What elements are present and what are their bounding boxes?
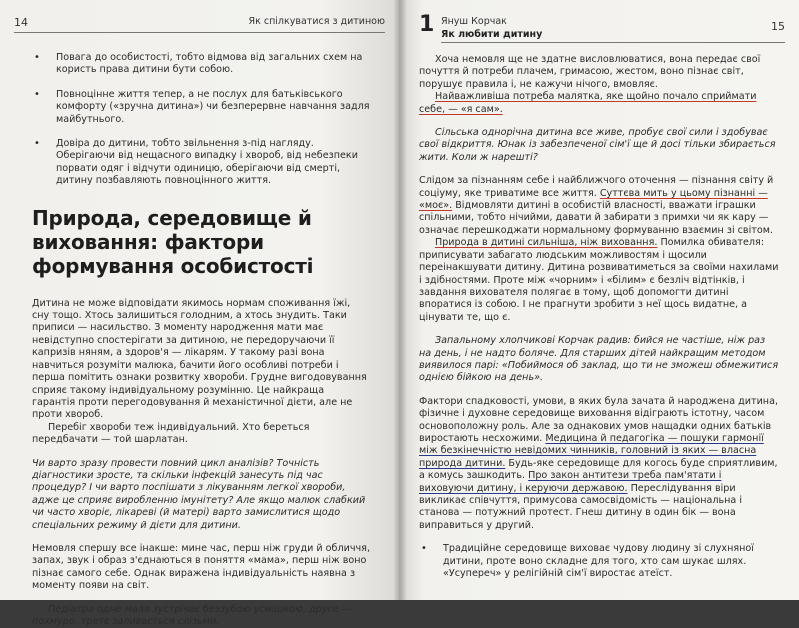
underlined-phrase: Медицина й педагогіка — пошуки гармонії між безкінечністю невідомих чинників, головний із яких — власна природа дитини. [419,432,764,469]
bullet-item-3: • Довіра до дитини, тобто звільнення з-під нагляду. Оберігаючи від нещасного випадку і хвороб, від небезпеки порвати одяг і відчути одиницю, оберігаючи від смерті, дитину позбавляють повноцінного життя. [34,138,358,187]
underlined-phrase: Суттєва мить у цьому пізнанні — «моє». [419,187,768,212]
book-title: Як любити дитину [441,29,543,40]
bullet-dot-icon: • [421,543,427,555]
left-page [0,0,399,627]
right-header-rule [441,42,785,43]
right-paragraph-4: Слідом за пізнанням себе і найближчого оточення — пізнання світу й соціуму, яке триватиме все життя. Суттєва мить у цьому пізнанні — «моє». Відмовляти дитині в особистій власності, вважати іграшки спільними, тобто нічийми, давати й забирати з примхи чи як кару — означає перешкоджати нормальному формуванню взаємин зі світом. [419,175,774,236]
right-paragraph-5: Природа в дитині сильніша, ніж виховання. Помилка обивателя: приписувати забагато людським можливостям і щосили переінакшувати дитину. Дитина розвиватиметься за своїми нахилами і здібностями. Проте між «чорним» і «білим» є безліч відтінків, і завдання вихователя полягає в тому, щоб допомогти дитині впоратися із собою. І не прагнути зробити з неї щось видатне, а цінувати те, що є. [419,237,779,323]
right-paragraph-3: Сільська однорічна дитина все живе, пробує свої сили і здобуває свої відкриття. Юнак із забезпеченої сім'ї ще й досі тільки збирається жити. Коли ж нарешті? [419,127,776,163]
left-header-rule [14,32,385,33]
left-page-number: 14 [14,16,28,29]
right-paragraph-1: Хоча немовля ще не здатне висловлюватися, вона передає свої почуття й потреби плачем, гримасою, жестом, воно пізнає світ, порушує правила і, не кажучи нічого, вмовляє. [419,54,761,90]
bullet-dot-icon: • [34,138,40,150]
book-gutter [393,0,407,600]
underlined-phrase: Природа в дитині сильніша, ніж виховання. [435,237,658,249]
left-paragraph-1: Дитина не може відповідати якимось нормам споживання їжі, сну тощо. Хтось залишиться голодним, а хтось знудить. Таки приписи — насильство. З моменту народження мати має невідступно спостерігати за дитиною, не передоручаючи її капризів няням, а здоров'я — лікарям. У такому разі вона навчиться розуміти малюка, бачити його особливі потреби і перша помітить ознаки розвитку хвороби. Грудне вигодовування сприяє такому індивідуальному розумінню. Це найкраща гарантія проти перегодовування й механістичної дієти, але не проти хвороб. [32,297,367,421]
left-running-title: Як спілкуватися з дитиною [248,16,385,27]
left-page-header [14,14,385,32]
left-paragraph-3: Чи варто зразу провести повний цикл аналізів? Точність діагностики зросте, та скільки інфекцій занесуть під час процедур? І чи варто поспішати з лікуванням легкої хвороби, адже це сприяє виробленню імунітету? Але якщо малюк слабкий чи часто хворіє, лікареві (й матері) варто замислитися щодо спеціальних режиму й дієти для дитини. [32,457,366,531]
section-heading: Природа, середовище й виховання: фактори формування особистості [32,205,314,278]
bullet-dot-icon: • [34,52,40,63]
bullet-dot-icon: • [34,88,40,100]
left-paragraph-4: Немовля спершу все інакше: мине час, перш ніж груди й обличчя, запах, звук і образ з'єднаються в поняття «мама», перш ніж воно пізнає самого себе. Однак виражена індивідуальність наявна з моменту появи на світ. [32,542,370,592]
right-bullet-item: • Традиційне середовище виховає чудову людину зі слухняної дитини, проте воно складне для того, хто сам шукає шлях. «Усупереч» у релігійній сім'ї виростає атеїст. [421,543,754,580]
right-paragraph-6: Запальному хлопчикові Корчак радив: бийся не частіше, ніж раз на день, і не надто боляче. Для старших дітей найкращим методом виявилося парі: «Побиймося об заклад, що ти не зможеш обмежитися однією бійкою на день». [419,335,779,384]
left-text-column [32,52,370,628]
left-paragraph-2: Перебіг хвороби теж індивідуальний. Хто береться передбачати — той шарлатан. [32,421,310,446]
underlined-phrase: Про закон антитези треба пам'ятати і виховуючи дитину, і керуючи державою. [419,470,722,494]
underlined-phrase: Найважливіша потреба малятка, яке щойно почало сприймати себе, — «я сам». [419,91,757,115]
bullet-item-2: • Повноцінне життя тепер, а не послух для батьківського комфорту («зручна дитина») чи безперервне навчання задля майбутнього. [34,88,370,125]
right-paragraph-2 [419,91,779,116]
right-page [399,0,799,600]
right-page-number: 15 [771,20,785,33]
right-paragraph-7: Фактори спадковості, умови, в яких була зачата й народжена дитина, фізичне і духовне середовище виховання відіграють істотну, часом основоположну роль. Але за однакових умов нащадки одних батьків виростають несхожими. Медицина й педагогіка — пошуки гармонії між безкінечністю невідомих чинників, головний із яких — власна природа дитини. Будь-яке середовище для когось буде сприятливим, а комусь зашкодить. Про закон антитези треба пам'ятати і виховуючи дитину, і керуючи державою. Переслідування віри викликає співчуття, примусова самосвідомість — національна і станова — потужний протест. Гнеш дитину в один бік — вона виправиться у другий. [419,395,779,531]
right-text-column [419,54,779,592]
chapter-number: 1 [419,12,435,37]
author-name: Януш Корчак [441,16,507,27]
bullet-item-1: • Повага до особистості, тобто відмова від загальних схем на користь права дитини бути собою. [34,52,363,76]
right-page-header [419,10,785,44]
left-paragraph-5: Педіатра одне маля зустрічає беззубою усмішкою, друге — похмуро, третє заливається слізьми. [32,603,352,627]
